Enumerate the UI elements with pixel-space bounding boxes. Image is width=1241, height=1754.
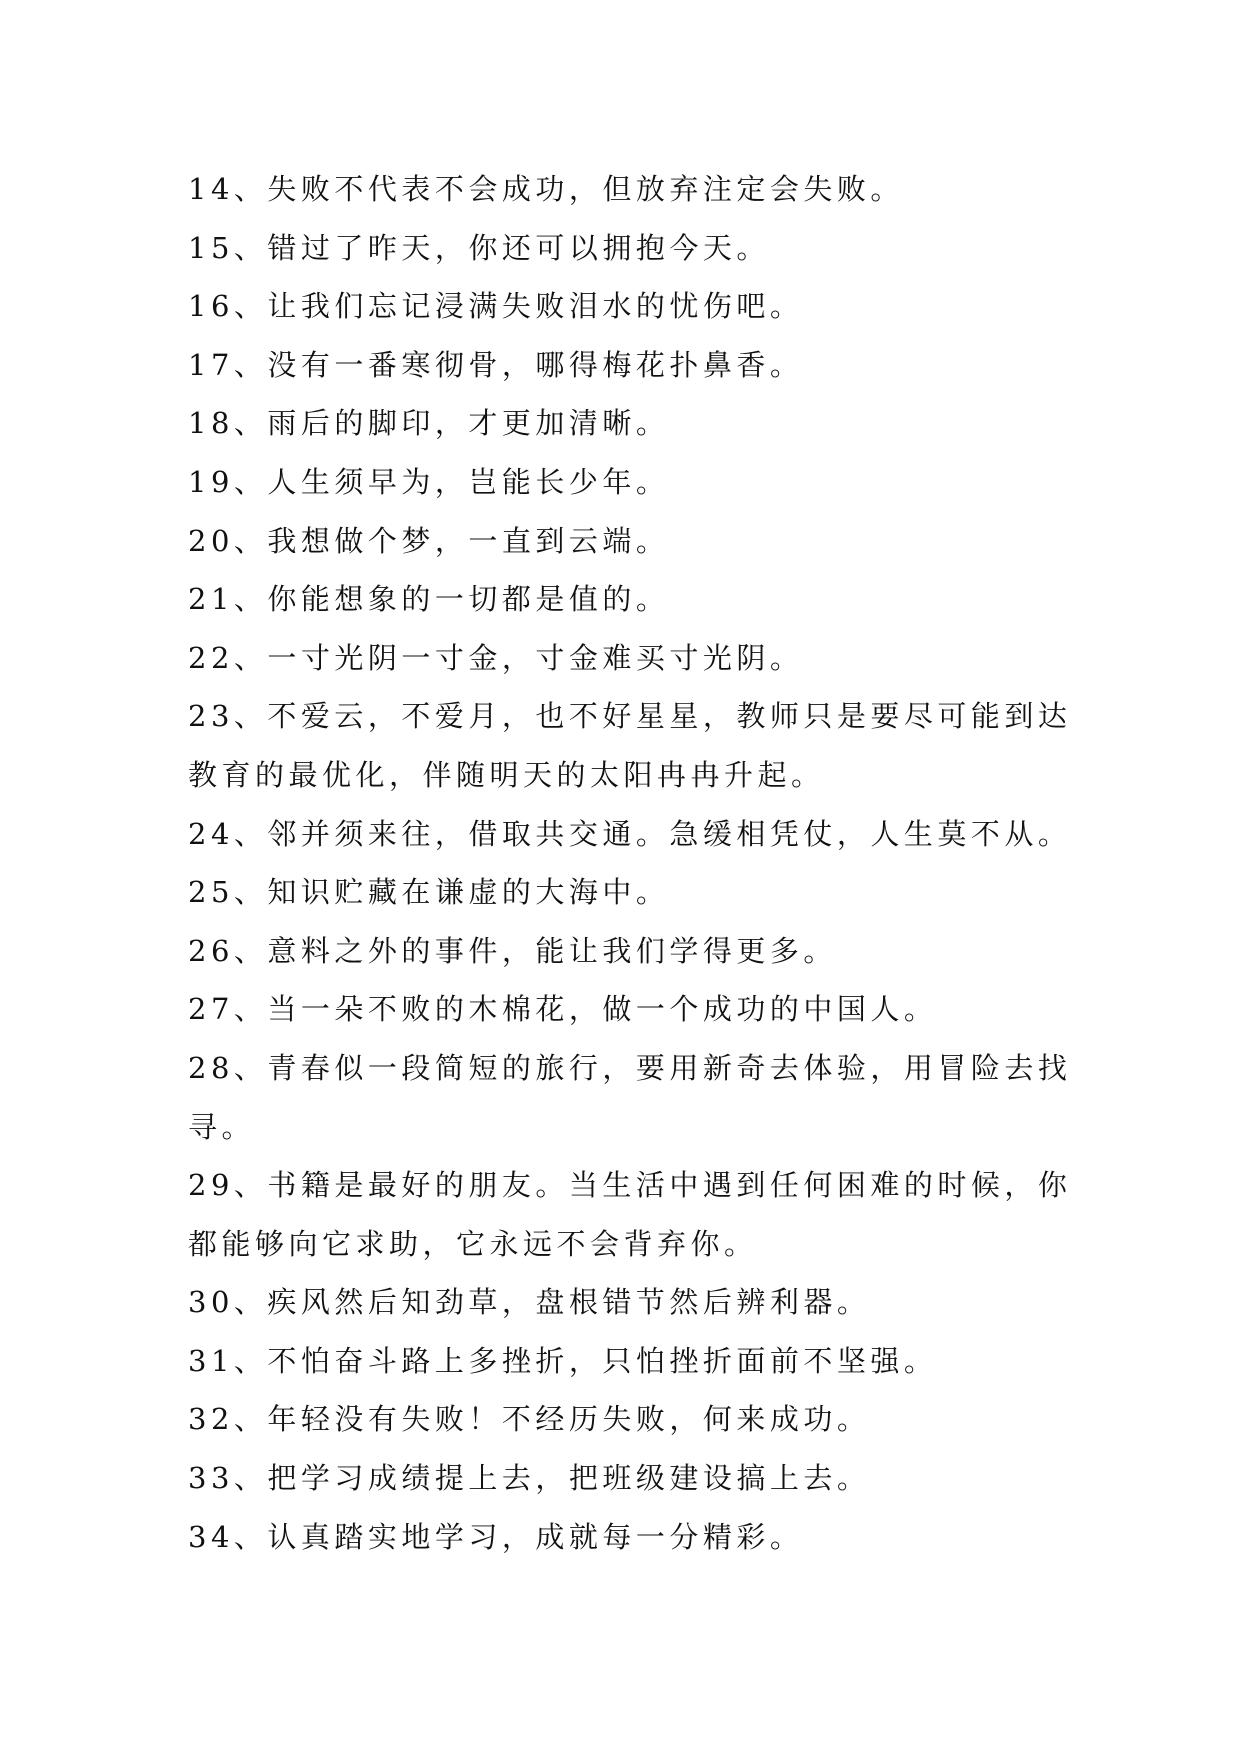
quote-line: 24、邻并须来往，借取共交通。急缓相凭仗，人生莫不从。 [188,816,1072,851]
quote-line: 15、错过了昨天，你还可以拥抱今天。 [188,230,770,265]
quote-line: 23、不爱云，不爱月，也不好星星，教师只是要尽可能到达 [188,699,1072,734]
quote-line: 21、你能想象的一切都是值的。 [188,582,670,617]
quote-line: 14、失败不代表不会成功，但放弃注定会失败。 [188,172,904,206]
quote-line: 27、当一朵不败的木棉花，做一个成功的中国人。 [188,992,938,1027]
quote-line: 31、不怕奋斗路上多挫折，只怕挫折面前不坚强。 [188,1343,938,1378]
quote-line: 19、人生须早为，岂能长少年。 [188,464,670,499]
quote-line: 34、认真踏实地学习，成就每一分精彩。 [188,1519,804,1554]
quote-line: 26、意料之外的事件，能让我们学得更多。 [188,933,837,968]
quote-line: 29、书籍是最好的朋友。当生活中遇到任何困难的时候，你 [188,1168,1072,1203]
quote-line: 32、年轻没有失败！不经历失败，何来成功。 [188,1402,871,1437]
quote-line: 20、我想做个梦，一直到云端。 [188,523,670,558]
quote-line: 16、让我们忘记浸满失败泪水的忧伤吧。 [188,289,804,324]
quote-line: 30、疾风然后知劲草，盘根错节然后辨利器。 [188,1285,871,1320]
quote-line: 17、没有一番寒彻骨，哪得梅花扑鼻香。 [188,347,804,382]
quote-line: 28、青春似一段简短的旅行，要用新奇去体验，用冒险去找 [188,1050,1072,1085]
quote-line: 33、把学习成绩提上去，把班级建设搞上去。 [188,1461,871,1496]
quote-line-continuation: 都能够向它求助，它永远不会背弃你。 [188,1226,758,1261]
quote-list [188,160,1088,1566]
quote-line: 18、雨后的脚印，才更加清晰。 [188,406,670,441]
quote-line: 22、一寸光阴一寸金，寸金难买寸光阴。 [188,640,804,675]
quote-line-continuation: 教育的最优化，伴随明天的太阳冉冉升起。 [188,757,825,792]
quote-line: 25、知识贮藏在谦虚的大海中。 [188,875,670,910]
quote-line-continuation: 寻。 [188,1109,256,1144]
